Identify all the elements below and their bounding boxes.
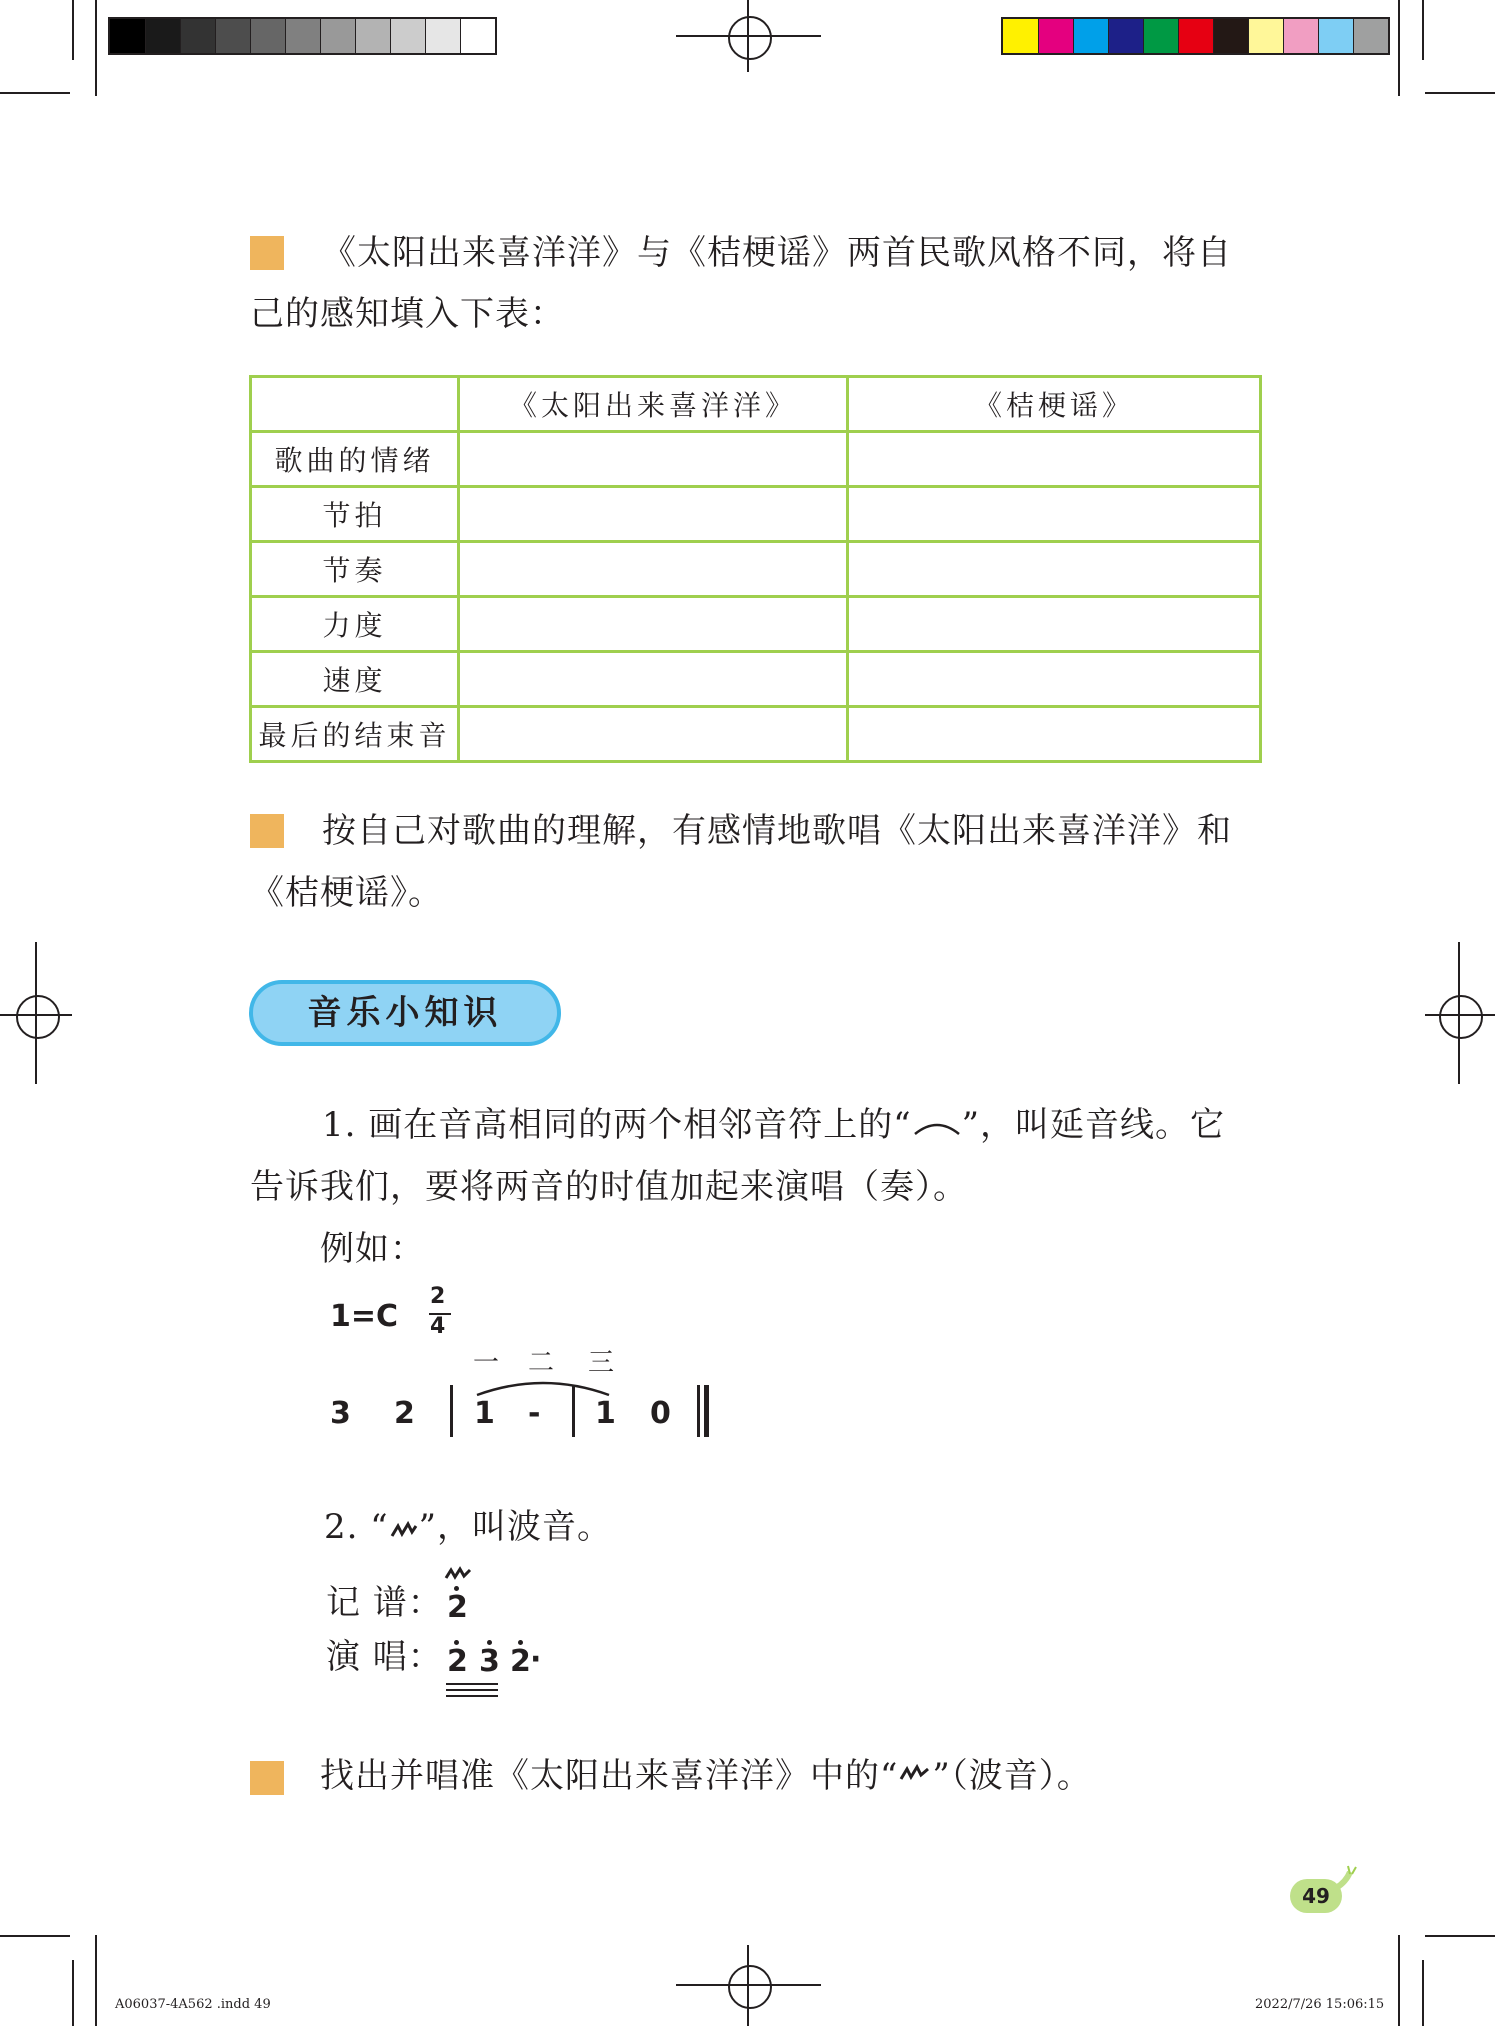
table-header-cell: 《桔梗谣》 (848, 377, 1261, 432)
answer-cell[interactable] (459, 487, 848, 542)
color-bar (1001, 17, 1390, 55)
note: 3 (330, 1396, 351, 1431)
page-number: 49 (1290, 1879, 1342, 1913)
note: - (528, 1396, 541, 1431)
answer-cell[interactable] (848, 707, 1261, 762)
swatch (1283, 19, 1318, 53)
task-bullet-icon (250, 1761, 284, 1795)
swatch (180, 19, 215, 53)
singing-label: 演 唱： (326, 1637, 443, 1677)
grayscale-bar (108, 17, 497, 55)
singing-note: 2 (510, 1644, 531, 1679)
registration-mark-icon (728, 16, 772, 60)
table-row (251, 432, 1261, 487)
example-label: 例如： (320, 1229, 425, 1269)
footer-file: A06037-4A562 .indd 49 (115, 1997, 271, 2012)
task3-text-a: 找出并唱准《太阳出来喜洋洋》中的“ (320, 1756, 899, 1796)
note: 0 (650, 1396, 671, 1431)
answer-cell[interactable] (848, 432, 1261, 487)
notation-label: 记 谱： (326, 1583, 443, 1623)
row-label: 最后的结束音 (251, 707, 459, 762)
swatch (320, 19, 355, 53)
underline (446, 1695, 498, 1697)
count-label: 一 (473, 1348, 500, 1378)
mordent-icon (389, 1514, 419, 1544)
mordent-icon (444, 1564, 474, 1582)
answer-cell[interactable] (459, 652, 848, 707)
barline (450, 1385, 453, 1437)
knowledge-item1-line1 (322, 1094, 1225, 1156)
knowledge-item2 (324, 1496, 612, 1558)
task3-text-b: ”（波音）。 (932, 1756, 1092, 1796)
swatch (390, 19, 425, 53)
count-label: 二 (528, 1348, 555, 1378)
swatch (215, 19, 250, 53)
time-signature-top: 2 (430, 1284, 446, 1309)
swatch (1353, 19, 1388, 53)
table-header-cell: 《太阳出来喜洋洋》 (459, 377, 848, 432)
swatch (355, 19, 390, 53)
item2-text-b: ”，叫波音。 (418, 1507, 613, 1547)
row-label: 速度 (251, 652, 459, 707)
table-row (251, 487, 1261, 542)
swatch (460, 19, 495, 53)
answer-cell[interactable] (459, 542, 848, 597)
underline (446, 1683, 498, 1685)
section-title: 音乐小知识 (249, 980, 561, 1046)
task2-line1: 按自己对歌曲的理解，有感情地歌唱《太阳出来喜洋洋》和 (322, 811, 1232, 851)
swatch (1003, 19, 1038, 53)
note: 1 (595, 1396, 616, 1431)
swatch (1213, 19, 1248, 53)
row-label: 节拍 (251, 487, 459, 542)
note: 2 (394, 1396, 415, 1431)
task-bullet-icon (250, 236, 284, 270)
registration-mark-icon (1439, 995, 1483, 1039)
swatch (425, 19, 460, 53)
singing-note: 2 (447, 1644, 468, 1679)
answer-cell[interactable] (848, 652, 1261, 707)
task2-line2: 《桔梗谣》。 (250, 873, 443, 913)
task1-line1: 《太阳出来喜洋洋》与《桔梗谣》两首民歌风格不同，将自 (322, 233, 1232, 273)
augmentation-dot: · (530, 1642, 542, 1677)
table-header-row (251, 377, 1261, 432)
answer-cell[interactable] (848, 597, 1261, 652)
notation-note: 2 (447, 1590, 468, 1625)
singing-note: 3 (479, 1644, 500, 1679)
row-label: 力度 (251, 597, 459, 652)
swatch (1073, 19, 1108, 53)
item1-text-a: 1. 画在音高相同的两个相邻音符上的“ (322, 1105, 912, 1145)
tie-symbol-icon (912, 1112, 962, 1142)
comparison-table (249, 375, 1262, 763)
table-row (251, 707, 1261, 762)
time-signature-bottom: 4 (430, 1314, 446, 1339)
task-bullet-icon (250, 814, 284, 848)
footer-timestamp: 2022/7/26 15:06:15 (1255, 1997, 1385, 2012)
table-row (251, 597, 1261, 652)
swatch (1178, 19, 1213, 53)
count-label: 三 (588, 1348, 615, 1378)
task1-line2: 己的感知填入下表： (250, 294, 565, 334)
key-signature: 1=C (330, 1299, 399, 1334)
table-header-cell (251, 377, 459, 432)
answer-cell[interactable] (848, 487, 1261, 542)
row-label: 歌曲的情绪 (251, 432, 459, 487)
task3-text (320, 1745, 1092, 1807)
swatch (145, 19, 180, 53)
table-row (251, 652, 1261, 707)
note: 1 (474, 1396, 495, 1431)
item2-text-a: 2. “ (324, 1507, 389, 1547)
swatch (1248, 19, 1283, 53)
swatch (1143, 19, 1178, 53)
row-label: 节奏 (251, 542, 459, 597)
swatch (1038, 19, 1073, 53)
swatch (250, 19, 285, 53)
answer-cell[interactable] (848, 542, 1261, 597)
barline (572, 1385, 575, 1437)
answer-cell[interactable] (459, 432, 848, 487)
swatch (110, 19, 145, 53)
final-barline-thick (704, 1385, 709, 1437)
swatch (285, 19, 320, 53)
answer-cell[interactable] (459, 597, 848, 652)
registration-mark-icon (16, 995, 60, 1039)
final-barline-thin (697, 1385, 700, 1437)
table-row (251, 542, 1261, 597)
swatch (1318, 19, 1353, 53)
answer-cell[interactable] (459, 707, 848, 762)
mordent-icon (898, 1763, 932, 1793)
swatch (1108, 19, 1143, 53)
item1-text-b: ”，叫延音线。它 (961, 1105, 1226, 1145)
underline (446, 1689, 498, 1691)
knowledge-item1-line2: 告诉我们，要将两音的时值加起来演唱（奏）。 (250, 1167, 968, 1207)
registration-mark-icon (728, 1965, 772, 2009)
